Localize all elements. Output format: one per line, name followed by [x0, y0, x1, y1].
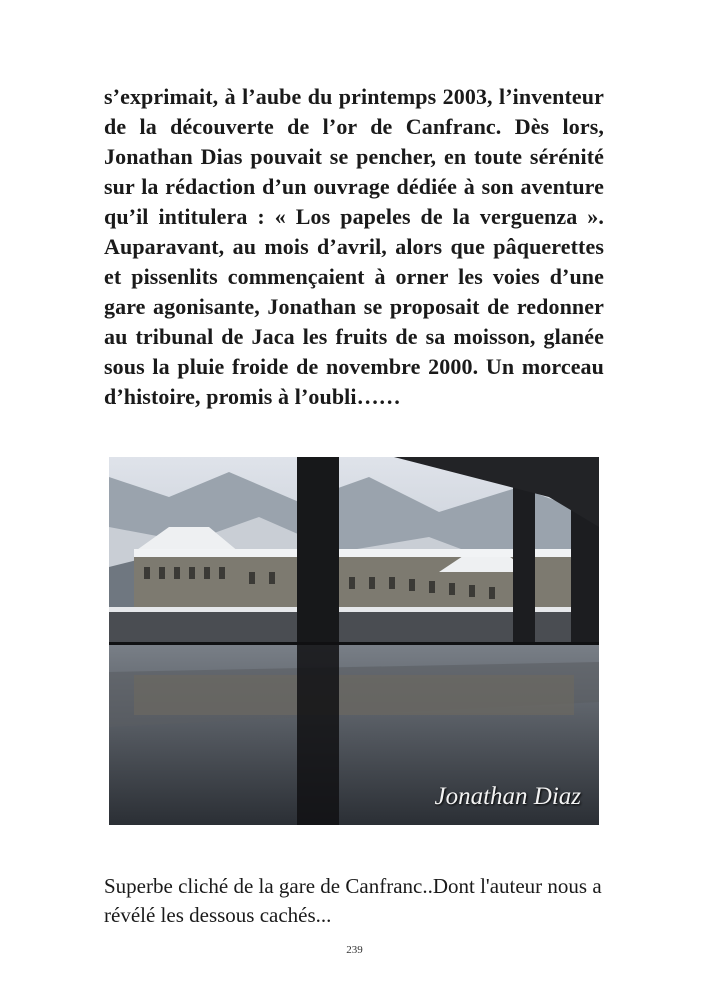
canfranc-station-photo [109, 457, 599, 825]
body-paragraph: s’exprimait, à l’aube du printemps 2003, l’inventeur de la découverte de l’or de Canfranc. Dès lors, Jonathan Dias pouvait se pencher, en toute sérénité sur la rédaction d’un ouvrage dédiée à son aventure qu’il intitulera : « Los papeles de la verguenza ». Auparavant, au mois d’avril, alors que pâquerettes et pissenlits commençaient à orner les voies d’une gare agonisante, Jonathan se proposait de redonner au tribunal de Jaca les fruits de sa moisson, glanée sous la pluie froide de novembre 2000. Un morceau d’histoire, promis à l’oubli…… [104, 84, 604, 409]
page-number: 239 [346, 944, 363, 956]
photo-caption: Superbe cliché de la gare de Canfranc..Dont l'auteur nous a révélé les dessous cachés... [104, 874, 602, 927]
photo-signature: Jonathan Diaz [434, 783, 581, 810]
